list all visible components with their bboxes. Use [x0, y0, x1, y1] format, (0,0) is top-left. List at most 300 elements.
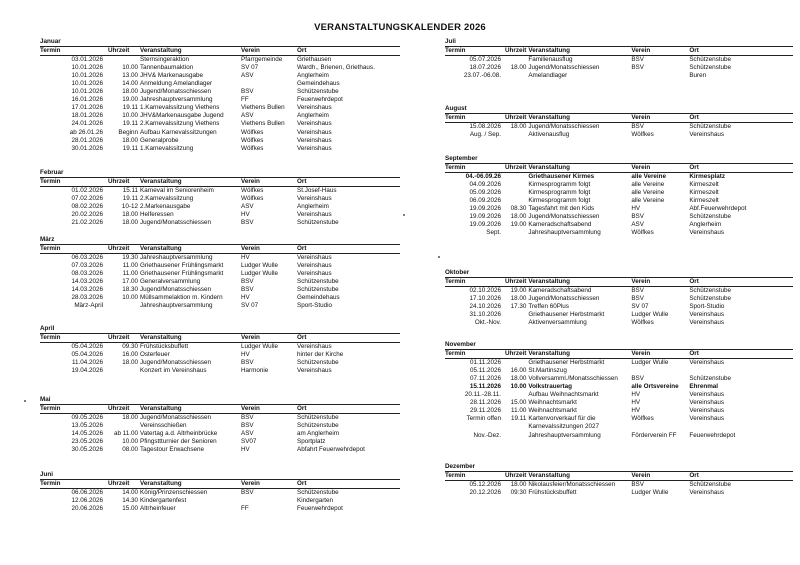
cell-veranstaltung: Müllsammelaktion m. Kindern [140, 294, 223, 302]
column-header-verein: Verein [241, 178, 297, 187]
cell-verein: BSV [241, 422, 254, 430]
cell-termin: 09.05.2026 [71, 414, 103, 422]
cell-verein: alle Vereine [631, 189, 665, 197]
cell-veranstaltung: Konzert im Vereinshaus [140, 367, 207, 375]
column-header-termin: Termin [445, 47, 505, 56]
cell-veranstaltung: Frühstücksbuffett [140, 343, 189, 351]
cell-ort: Vereinshaus [689, 229, 725, 237]
cell-veranstaltung: Jugend/Monatsschiessen [140, 219, 212, 227]
table-header-row [40, 480, 400, 489]
table-row [40, 351, 400, 359]
column-header-termin: Termin [40, 480, 108, 489]
month-heading: Juni [40, 471, 53, 478]
column-header-ort: Ort [297, 405, 400, 414]
month-section-mai [40, 396, 400, 454]
table-row [40, 343, 400, 352]
cell-termin: 07.11.2026 [469, 375, 501, 383]
cell-uhrzeit: 11.00 [511, 407, 527, 415]
cell-verein: BSV [241, 88, 254, 96]
cell-veranstaltung: Jugend/Monatsschiessen [528, 64, 600, 72]
column-header-uhrzeit: Uhrzeit [108, 47, 140, 56]
table-row [40, 278, 400, 286]
cell-veranstaltung: Tagesfahrt mit den Kids [528, 205, 595, 213]
column-header-uhrzeit: Uhrzeit [108, 334, 140, 343]
cell-ort: Kindergarten [297, 497, 334, 505]
column-header-veranstaltung: Veranstaltung [528, 164, 631, 173]
cell-verein: Wölfkes [631, 415, 654, 423]
cell-veranstaltung: Volkstrauertag [528, 383, 572, 391]
cell-verein: Pfarrgemeinde [241, 56, 283, 64]
cell-ort: Feuerwehrdepot [297, 505, 343, 513]
event-table [445, 471, 793, 497]
cell-ort: Vereinshaus [689, 399, 725, 407]
column-header-termin: Termin [445, 472, 505, 481]
column-header-veranstaltung: Veranstaltung [528, 47, 631, 56]
table-row [40, 137, 400, 145]
cell-ort: Kirmeszelt [689, 181, 719, 189]
cell-termin: 07.02.2026 [71, 195, 103, 203]
table-row [40, 145, 400, 153]
cell-ort: Vereinshaus [297, 254, 332, 262]
cell-termin: 15.11.2026 [469, 383, 501, 391]
scan-speck [403, 214, 405, 216]
cell-verein: ASV [241, 72, 254, 80]
table-row [445, 367, 793, 375]
column-header-veranstaltung: Veranstaltung [528, 472, 631, 481]
cell-termin: 07.03.2026 [71, 262, 103, 270]
cell-veranstaltung: Familienausflug [528, 56, 573, 64]
cell-ort: Schützenstube [689, 213, 732, 221]
event-table [445, 113, 793, 139]
cell-termin: 06.06.2026 [71, 489, 103, 497]
table-row [445, 311, 793, 319]
cell-ort: Vereinshaus [297, 270, 332, 278]
cell-uhrzeit: 10-12 [121, 203, 138, 211]
cell-verein: Wölfkes [241, 128, 264, 136]
cell-uhrzeit: 10.00 [122, 438, 138, 446]
table-row [40, 64, 400, 72]
cell-termin: 18.01.2026 [71, 112, 103, 120]
cell-verein: Harmonie [241, 367, 269, 375]
cell-verein [241, 497, 297, 505]
cell-termin [445, 423, 505, 431]
cell-verein: HV [631, 407, 641, 415]
table-header-row [40, 47, 400, 56]
page-title: VERANSTALTUNGSKALENDER 2026 [314, 22, 486, 33]
cell-uhrzeit [505, 359, 528, 368]
table-row [40, 422, 400, 430]
cell-ort: Vereinshaus [689, 319, 725, 327]
table-row [445, 72, 793, 80]
cell-termin: Aug. / Sep. [469, 131, 501, 139]
cell-uhrzeit: 10.00 [122, 294, 138, 302]
cell-termin: 10.01.2026 [71, 72, 103, 80]
cell-veranstaltung: Frühstücksbuffett [528, 489, 577, 497]
cell-veranstaltung: 2.Markenausgabe [140, 203, 191, 211]
column-header-verein: Verein [241, 334, 297, 343]
cell-veranstaltung: Kindergartenfest [140, 497, 187, 505]
cell-uhrzeit: 19.11 [122, 120, 138, 128]
cell-uhrzeit [505, 311, 528, 319]
scan-speck [24, 400, 26, 402]
cell-veranstaltung: Treffen 60Plus [528, 303, 569, 311]
table-row [40, 414, 400, 423]
column-header-ort: Ort [689, 114, 793, 123]
cell-uhrzeit: 18.00 [510, 481, 527, 489]
cell-termin: 19.09.2026 [469, 213, 501, 221]
cell-verein: ASV [241, 430, 254, 438]
cell-verein [241, 80, 297, 88]
cell-termin: 05.07.2026 [469, 56, 501, 64]
cell-ort: Vereinshaus [297, 128, 332, 136]
cell-uhrzeit: 18.00 [510, 295, 527, 303]
month-heading: August [445, 105, 467, 112]
table-row [40, 270, 400, 278]
cell-termin: 16.01.2026 [71, 96, 103, 104]
cell-uhrzeit [108, 367, 140, 375]
cell-termin: 19.09.2026 [469, 221, 501, 229]
cell-termin: 04.09.2026 [469, 181, 501, 189]
cell-verein: Ludger Wulle [241, 343, 278, 351]
cell-termin: 18.07.2026 [469, 64, 501, 72]
column-header-uhrzeit: Uhrzeit [505, 114, 527, 122]
table-header-row [445, 47, 793, 56]
event-table [40, 46, 400, 153]
cell-termin: 20.12.2026 [469, 489, 501, 497]
event-table [40, 479, 400, 513]
cell-uhrzeit: 14.30 [122, 497, 138, 505]
table-row [40, 187, 400, 196]
cell-uhrzeit: 18.00 [510, 64, 527, 72]
table-row [40, 72, 400, 80]
cell-ort: Schützenstube [689, 287, 732, 295]
cell-verein: alle Ortsvereine [631, 383, 679, 391]
table-row [40, 286, 400, 294]
cell-uhrzeit: 19.11 [122, 144, 138, 152]
cell-veranstaltung: 1.Karnevalssitzung [140, 144, 194, 152]
cell-veranstaltung: Karneval im Seniorenheim [140, 187, 214, 195]
cell-verein: FF [241, 96, 249, 104]
month-section-april [40, 325, 400, 375]
table-row [40, 195, 400, 203]
cell-uhrzeit: 14.00 [122, 80, 138, 88]
cell-uhrzeit: ab 11.00 [113, 430, 138, 438]
column-header-uhrzeit: Uhrzeit [505, 350, 527, 358]
cell-ort: Schützenstube [689, 64, 732, 72]
cell-verein: Ludger Wulle [631, 311, 669, 319]
cell-veranstaltung: Aktivenversammlung [528, 319, 587, 327]
cell-termin: 06.09.2026 [469, 197, 501, 205]
cell-termin: März-April [74, 302, 103, 310]
cell-veranstaltung: 1.Karnevalssitzung Viethens [140, 104, 220, 112]
cell-termin: 20.11.-28.11. [464, 391, 501, 399]
table-row [40, 211, 400, 219]
month-heading: April [40, 325, 55, 332]
cell-verein: Förderverein FF [631, 431, 677, 439]
cell-ort: St.Josef-Haus [297, 187, 337, 195]
table-row [40, 367, 400, 375]
table-row [445, 415, 793, 423]
cell-ort: Buren [689, 72, 707, 80]
cell-verein [631, 72, 689, 80]
cell-termin: 05.11.2026 [469, 367, 501, 375]
cell-ort: Kirmesplatz [689, 173, 726, 181]
column-header-uhrzeit: Uhrzeit [505, 47, 527, 55]
table-row [40, 430, 400, 438]
cell-verein: SV 07 [631, 303, 649, 311]
table-row [40, 88, 400, 96]
cell-ort: Anglerheim [297, 203, 329, 211]
table-header-row [445, 278, 793, 287]
table-row [445, 189, 793, 197]
table-row [445, 481, 793, 490]
table-row [40, 262, 400, 270]
table-row [445, 229, 793, 237]
table-row [445, 423, 793, 431]
cell-veranstaltung: Karnevalssitzungen 2027 [528, 423, 600, 431]
column-header-termin: Termin [445, 164, 505, 173]
event-table [445, 163, 793, 237]
cell-ort: Abf.Feuerwehrdepot [689, 205, 747, 213]
cell-veranstaltung: Jahreshauptversammlung [528, 229, 601, 237]
cell-veranstaltung: Kirmesprogramm folgt [528, 197, 591, 205]
cell-veranstaltung: Tagestour Erwachsene [140, 446, 205, 454]
cell-termin: 04.-06.09.26 [465, 173, 501, 181]
table-row [40, 489, 400, 498]
column-header-uhrzeit: Uhrzeit [505, 472, 527, 480]
cell-veranstaltung: Griethausener Herbstmarkt [528, 359, 605, 367]
cell-uhrzeit: 19.30 [122, 254, 138, 262]
cell-termin: 05.04.2026 [71, 343, 103, 351]
cell-ort: Vereinshaus [297, 136, 332, 144]
cell-verein: HV [241, 446, 250, 454]
cell-veranstaltung: 2.Karnevalssitzung [140, 195, 194, 203]
table-row [40, 302, 400, 310]
cell-ort: Vereinshaus [297, 120, 332, 128]
cell-ort: Gemeindehaus [297, 294, 340, 302]
cell-termin: 02.10.2026 [469, 287, 501, 295]
cell-termin: 24.01.2026 [71, 120, 103, 128]
cell-ort: Schützenstube [689, 123, 732, 131]
event-table [445, 349, 793, 440]
cell-veranstaltung: JHV&Markenausgabe Jugend [140, 112, 224, 120]
cell-veranstaltung: Altrheinfeuer [140, 505, 176, 513]
cell-veranstaltung: Aufbau Karnevalssitzungen [140, 128, 217, 136]
cell-veranstaltung: Jugend/Monatsschiessen [140, 414, 212, 422]
table-row [40, 96, 400, 104]
column-header-uhrzeit: Uhrzeit [505, 278, 527, 286]
cell-ort: Vereinshaus [297, 144, 332, 152]
cell-ort: Vereinshaus [689, 415, 725, 423]
table-row [40, 104, 400, 112]
table-row [40, 497, 400, 505]
cell-termin: 10.01.2026 [71, 64, 103, 72]
cell-veranstaltung: Jugend/Monatsschiessen [140, 359, 212, 367]
cell-verein: Viethens Bullen [241, 104, 285, 112]
month-section-november [445, 341, 795, 440]
cell-uhrzeit [505, 319, 528, 327]
cell-veranstaltung: 2.Karnevalssitzung Viethens [140, 120, 220, 128]
cell-ort: Anglerheim [297, 72, 329, 80]
cell-uhrzeit [505, 432, 528, 440]
month-section-juli [445, 38, 795, 80]
cell-ort: Vereinshaus [689, 359, 725, 367]
cell-uhrzeit [505, 423, 528, 431]
column-header-termin: Termin [40, 245, 108, 254]
column-header-uhrzeit: Uhrzeit [108, 178, 140, 187]
cell-uhrzeit [108, 302, 140, 310]
cell-uhrzeit: 18.00 [510, 375, 527, 383]
column-header-veranstaltung: Veranstaltung [140, 334, 241, 343]
cell-veranstaltung: Pfingsttturnier der Senioren [140, 438, 217, 446]
cell-veranstaltung: Weihnachtsmarkt [528, 407, 577, 415]
cell-verein: Viethens Bullen [241, 120, 285, 128]
cell-veranstaltung: Aktivenausflug [528, 131, 570, 139]
table-header-row [40, 405, 400, 414]
event-table [40, 244, 400, 310]
cell-ort: Schützenstube [689, 295, 732, 303]
column-header-veranstaltung: Veranstaltung [528, 350, 631, 359]
table-row [445, 213, 793, 221]
cell-veranstaltung: Griethausener Kirmes [528, 173, 595, 181]
month-heading: Februar [40, 169, 64, 176]
cell-termin: 20.06.2026 [71, 505, 103, 513]
cell-ort: Vereinshaus [297, 195, 332, 203]
cell-termin: 03.01.2026 [71, 56, 103, 64]
cell-uhrzeit: 15.11 [122, 187, 138, 195]
cell-termin: 20.02.2026 [71, 211, 103, 219]
cell-verein: HV [241, 254, 250, 262]
column-header-ort: Ort [689, 350, 793, 359]
column-header-ort: Ort [297, 178, 400, 187]
cell-veranstaltung: Jugend/Monatsschiessen [528, 295, 600, 303]
cell-uhrzeit [505, 189, 528, 197]
column-header-verein: Verein [631, 114, 689, 123]
cell-veranstaltung: Jugend/Monatsschiessen [140, 286, 212, 294]
cell-termin: 21.02.2026 [71, 219, 103, 227]
cell-ort [689, 367, 793, 375]
table-row [40, 294, 400, 302]
cell-ort: am Anglerheim [297, 430, 339, 438]
cell-ort: Vereinshaus [689, 489, 725, 497]
cell-verein: HV [631, 399, 641, 407]
table-header-row [40, 245, 400, 254]
month-heading: Mai [40, 396, 51, 403]
cell-verein: BSV [241, 219, 254, 227]
cell-uhrzeit [505, 173, 528, 182]
cell-ort: Vereinshaus [297, 343, 332, 351]
cell-ort: Schützenstube [297, 489, 339, 497]
column-header-termin: Termin [40, 334, 108, 343]
cell-ort: Feuerwehrdepot [689, 431, 736, 439]
column-header-termin: Termin [40, 47, 108, 56]
cell-verein: SV07 [241, 438, 257, 446]
cell-verein: FF [241, 505, 249, 513]
cell-verein: SV 07 [241, 64, 259, 72]
table-row [40, 120, 400, 128]
cell-verein: HV [241, 294, 250, 302]
cell-veranstaltung: Generalversammlung [140, 278, 201, 286]
column-header-veranstaltung: Veranstaltung [528, 114, 631, 123]
cell-termin: 28.01.2026 [71, 136, 103, 144]
cell-uhrzeit: 19.11 [122, 195, 138, 203]
column-header-verein: Verein [631, 164, 689, 173]
table-header-row [445, 164, 793, 173]
cell-veranstaltung: Sternsingeraktion [140, 56, 190, 64]
event-table [445, 46, 793, 80]
cell-veranstaltung: Griethausener Frühlingsmarkt [140, 270, 224, 278]
cell-verein: BSV [631, 287, 644, 295]
cell-verein: alle Vereine [631, 173, 667, 181]
cell-uhrzeit [505, 197, 528, 205]
cell-ort: Vereinshaus [689, 407, 725, 415]
column-header-verein: Verein [241, 245, 297, 254]
table-row [445, 391, 793, 399]
cell-uhrzeit: 18.00 [510, 123, 527, 131]
cell-termin: ab 26.01.26 [69, 128, 103, 136]
table-header-row [445, 350, 793, 359]
table-row [40, 56, 400, 65]
cell-uhrzeit: 17.00 [122, 278, 138, 286]
cell-verein: Wölfkes [631, 131, 654, 139]
table-row [40, 219, 400, 227]
cell-uhrzeit: 15.00 [122, 505, 138, 513]
cell-uhrzeit: 11.00 [122, 270, 138, 278]
cell-uhrzeit: 18.30 [122, 286, 138, 294]
cell-ort: Sportplatz [297, 438, 326, 446]
table-header-row [445, 472, 793, 481]
month-heading: März [40, 236, 55, 243]
cell-termin: 19.09.2026 [469, 205, 501, 213]
cell-veranstaltung: Griethausener Frühlingsmarkt [140, 262, 224, 270]
column-header-ort: Ort [689, 164, 793, 173]
cell-ort: Vereinshaus [297, 211, 332, 219]
event-table [40, 404, 400, 454]
cell-uhrzeit: 19.11 [122, 104, 138, 112]
cell-uhrzeit: Beginn [118, 128, 138, 136]
cell-termin: 17.01.2026 [71, 104, 103, 112]
cell-termin: 19.04.2026 [71, 367, 103, 375]
column-header-termin: Termin [40, 405, 108, 414]
cell-termin: 05.12.2026 [469, 481, 501, 489]
table-row [445, 407, 793, 415]
table-row [445, 319, 793, 327]
event-table [445, 277, 793, 327]
cell-ort: Vereinshaus [297, 367, 332, 375]
cell-uhrzeit: 08.30 [510, 205, 527, 213]
cell-veranstaltung: Vatertag a.d. Altrheinbrücke [140, 430, 218, 438]
table-row [445, 399, 793, 407]
column-header-termin: Termin [445, 350, 505, 359]
cell-termin: 31.10.2026 [469, 311, 501, 319]
cell-veranstaltung: Nikolausfeier/Monatsschiessen [528, 481, 616, 489]
cell-termin: 05.04.2026 [71, 351, 103, 359]
cell-veranstaltung: Kartenvorverkauf für die [528, 415, 596, 423]
column-header-veranstaltung: Veranstaltung [528, 278, 631, 287]
month-section-dezember [445, 463, 795, 497]
cell-termin: 11.04.2026 [71, 359, 103, 367]
cell-termin: 10.01.2026 [71, 80, 103, 88]
month-section-februar [40, 169, 400, 227]
cell-veranstaltung: Jahreshauptversammlung [140, 254, 213, 262]
cell-termin: Termin offen [466, 415, 501, 423]
column-header-verein: Verein [241, 47, 297, 56]
cell-verein: HV [631, 205, 641, 213]
cell-verein: BSV [631, 64, 644, 72]
cell-termin: 30.01.2026 [71, 144, 103, 152]
cell-uhrzeit: 14.00 [122, 489, 138, 497]
cell-termin: 28.11.2026 [469, 399, 501, 407]
